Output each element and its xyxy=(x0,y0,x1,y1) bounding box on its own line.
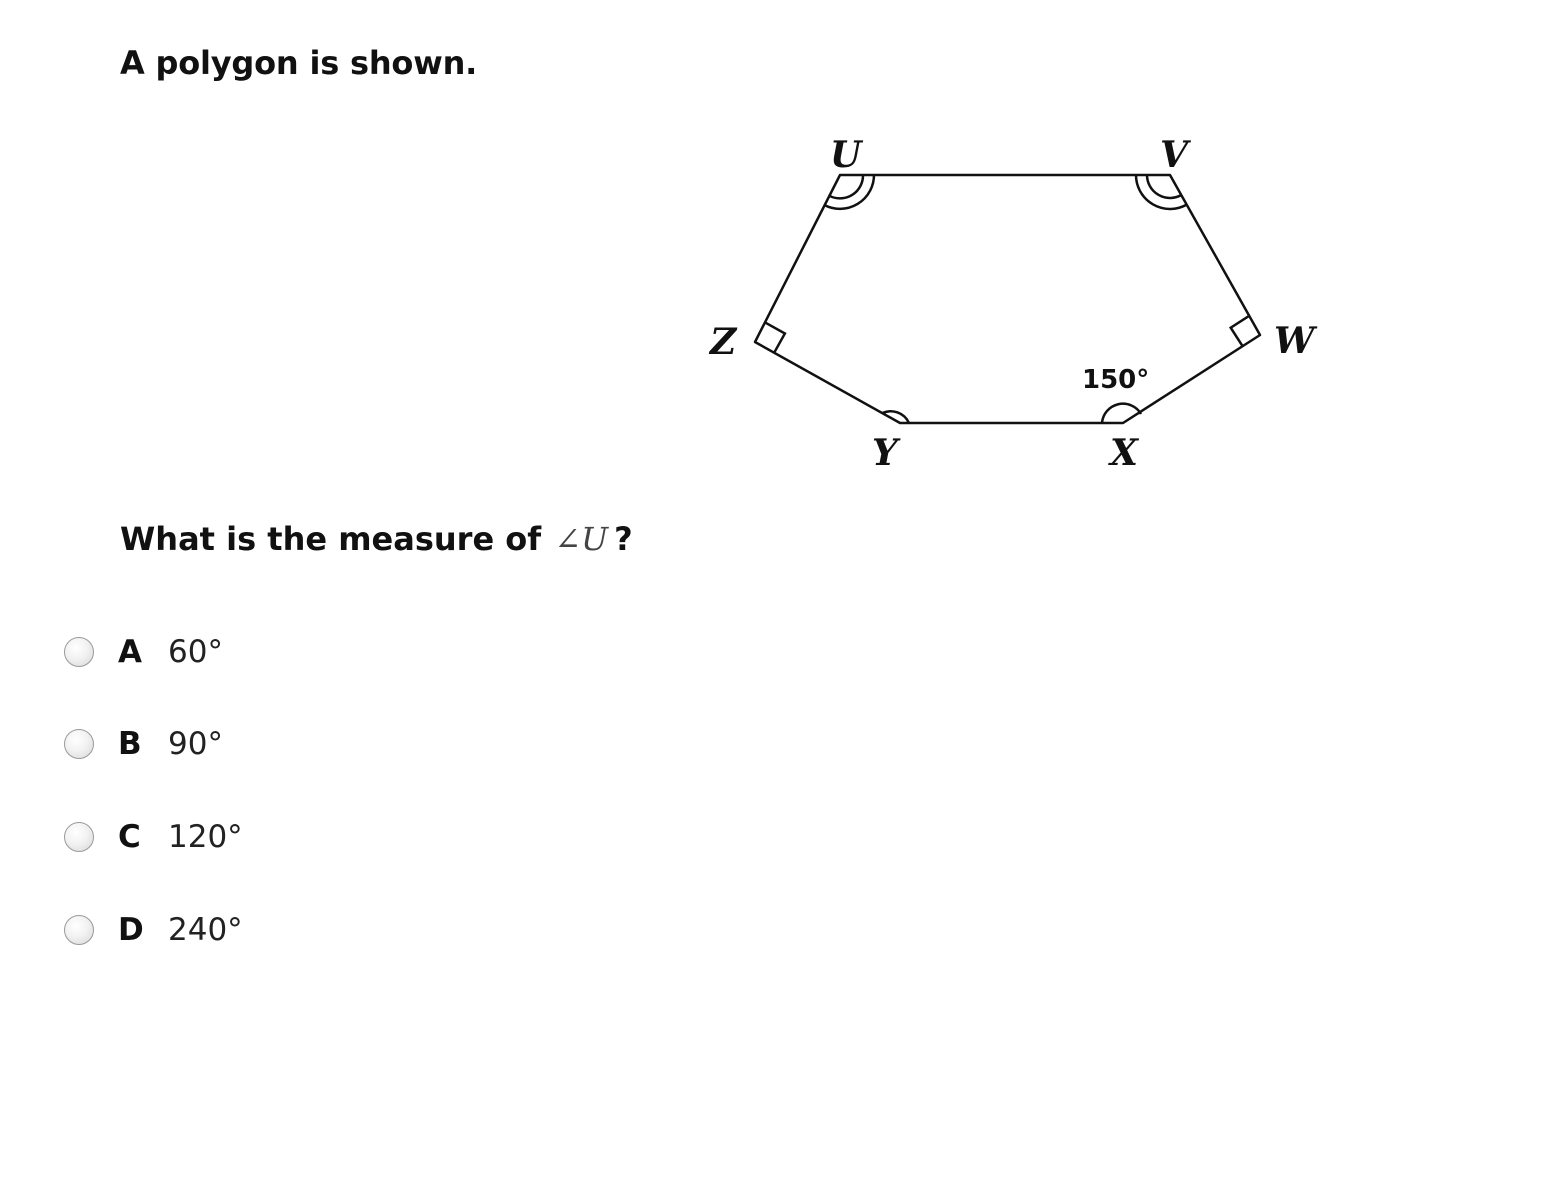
question-suffix: ? xyxy=(614,520,633,558)
answer-option-a[interactable] xyxy=(64,632,223,672)
answer-option-c[interactable] xyxy=(64,817,243,857)
angle-variable: U xyxy=(581,520,609,558)
option-value-c: 120° xyxy=(168,819,243,855)
answer-option-d[interactable] xyxy=(64,910,243,950)
vertex-label-x: X xyxy=(1110,432,1138,474)
radio-button-c[interactable] xyxy=(64,822,94,852)
radio-button-a[interactable] xyxy=(64,637,94,667)
option-letter-a: A xyxy=(118,634,142,670)
vertex-label-z: Z xyxy=(710,321,737,363)
answer-option-b[interactable] xyxy=(64,724,223,764)
polygon-outline xyxy=(755,175,1260,423)
option-value-d: 240° xyxy=(168,912,243,948)
vertex-label-u: U xyxy=(830,134,862,176)
option-letter-d: D xyxy=(118,912,144,948)
polygon-diagram xyxy=(690,120,1330,480)
angle-u-math xyxy=(552,520,614,558)
prompt-text: A polygon is shown. xyxy=(120,44,478,82)
option-value-a: 60° xyxy=(168,634,223,670)
angle-arc-x xyxy=(1102,404,1141,423)
question-text xyxy=(120,520,633,558)
option-value-b: 90° xyxy=(168,726,223,762)
vertex-label-w: W xyxy=(1274,320,1315,362)
vertex-label-y: Y xyxy=(872,432,898,474)
right-angle-mark-w xyxy=(1231,316,1250,346)
polygon-figure xyxy=(690,120,1330,480)
option-letter-b: B xyxy=(118,726,142,762)
radio-button-b[interactable] xyxy=(64,729,94,759)
angle-measure-x: 150° xyxy=(1082,365,1150,395)
option-letter-c: C xyxy=(118,819,141,855)
question-prefix: What is the measure of xyxy=(120,520,553,558)
radio-button-d[interactable] xyxy=(64,915,94,945)
vertex-label-v: V xyxy=(1160,134,1188,176)
angle-symbol: ∠ xyxy=(554,520,582,558)
